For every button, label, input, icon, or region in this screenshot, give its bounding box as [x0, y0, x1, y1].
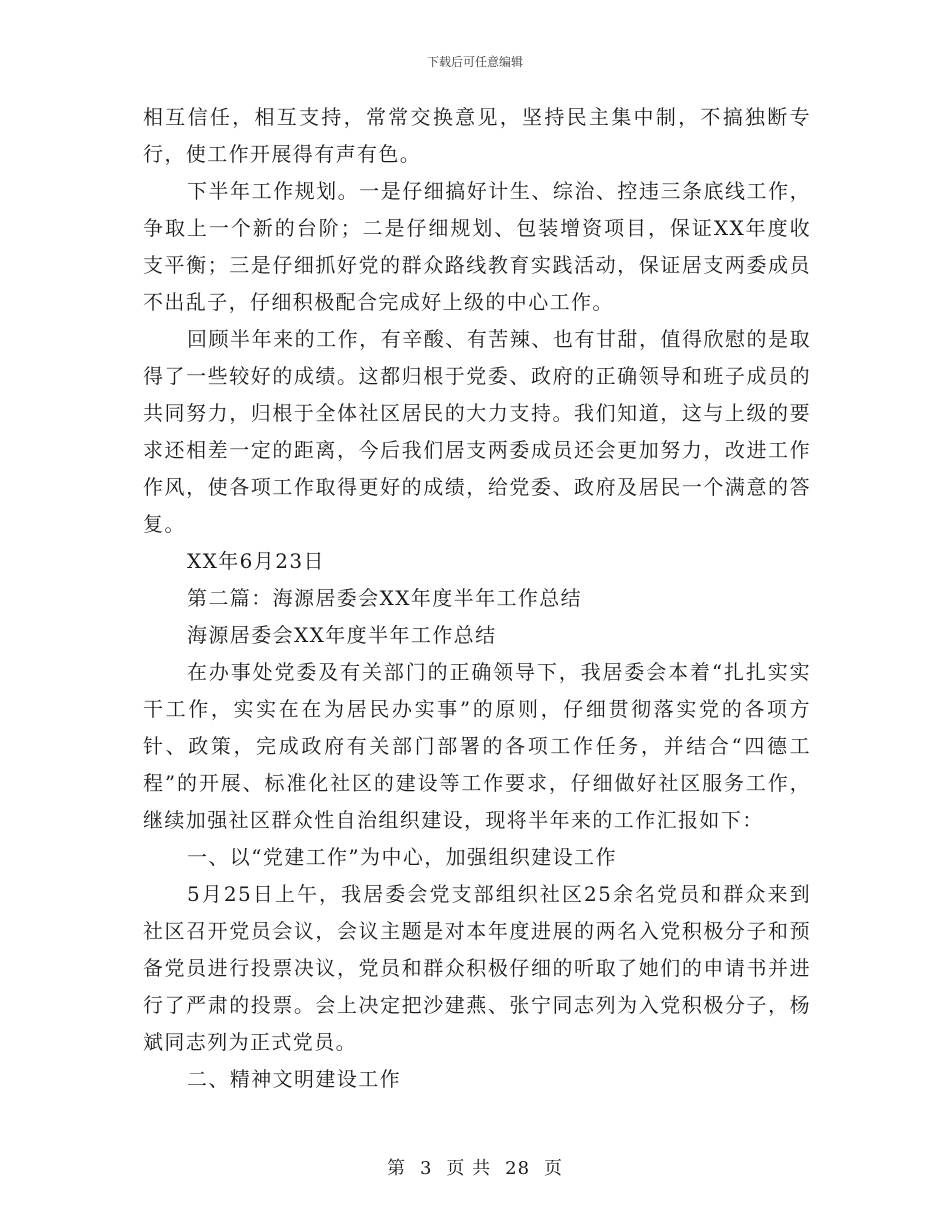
date-line: XX年6月23日 — [187, 549, 325, 573]
paragraph-review: 回顾半年来的工作，有辛酸、有苦辣、也有甘甜，值得欣慰的是取得了一些较好的成绩。这都归根于党委、政府的正确领导和班子成员的共同努力，归根于全体社区居民的大力支持。我们知道，这与上级的要求还相差一定的距离，今后我们居支两委成员还会更加努力，改进工作作风，使各项工作取得更好的成绩，给党委、政府及居民一个满意的答复。 — [143, 327, 811, 536]
footer-total-pages: 28 — [505, 1158, 531, 1179]
heading-civilization: 二、精神文明建设工作 — [187, 1067, 401, 1091]
section-title-second: 第二篇：海源居委会XX年度半年工作总结 — [187, 586, 583, 610]
heading-party-building: 一、以“党建工作”为中心，加强组织建设工作 — [187, 845, 617, 869]
page-header-note: 下载后可任意编辑 — [426, 55, 523, 69]
paragraph-meeting: 5月25日上午，我居委会党支部组织社区25余名党员和群众来到社区召开党员会议，会议主题是对本年度进展的两名入党积极分子和预备党员进行投票决议，党员和群众积极仔细的听取了她们的申请书并进行了严肃的投票。会上决定把沙建燕、张宁同志列为入党积极分子，杨斌同志列为正式党员。 — [143, 882, 811, 1054]
paragraph-intro: 在办事处党委及有关部门的正确领导下，我居委会本着“扎扎实实干工作，实实在在为居民办实事”的原则，仔细贯彻落实党的各项方针、政策，完成政府有关部门部署的各项工作任务，并结合“四德工程”的开展、标准化社区的建设等工作要求，仔细做好社区服务工作，继续加强社区群众性自治组织建设，现将半年来的工作汇报如下： — [143, 660, 811, 832]
report-title: 海源居委会XX年度半年工作总结 — [187, 623, 497, 647]
footer-current-page: 3 — [419, 1158, 433, 1179]
page-footer — [0, 1154, 950, 1180]
paragraph-continued: 相互信任，相互支持，常常交换意见，坚持民主集中制，不搞独断专行，使工作开展得有声有色。 — [143, 105, 811, 166]
document-body — [143, 99, 811, 1098]
paragraph-plan: 下半年工作规划。一是仔细搞好计生、综治、控违三条底线工作，争取上一个新的台阶；二是仔细规划、包装增资项目，保证XX年度收支平衡；三是仔细抓好党的群众路线教育实践活动，保证居支两委成员不出乱子，仔细积极配合完成好上级的中心工作。 — [143, 179, 811, 314]
footer-middle: 页 共 — [446, 1158, 492, 1179]
footer-suffix: 页 — [544, 1158, 564, 1179]
footer-prefix: 第 — [386, 1158, 406, 1179]
